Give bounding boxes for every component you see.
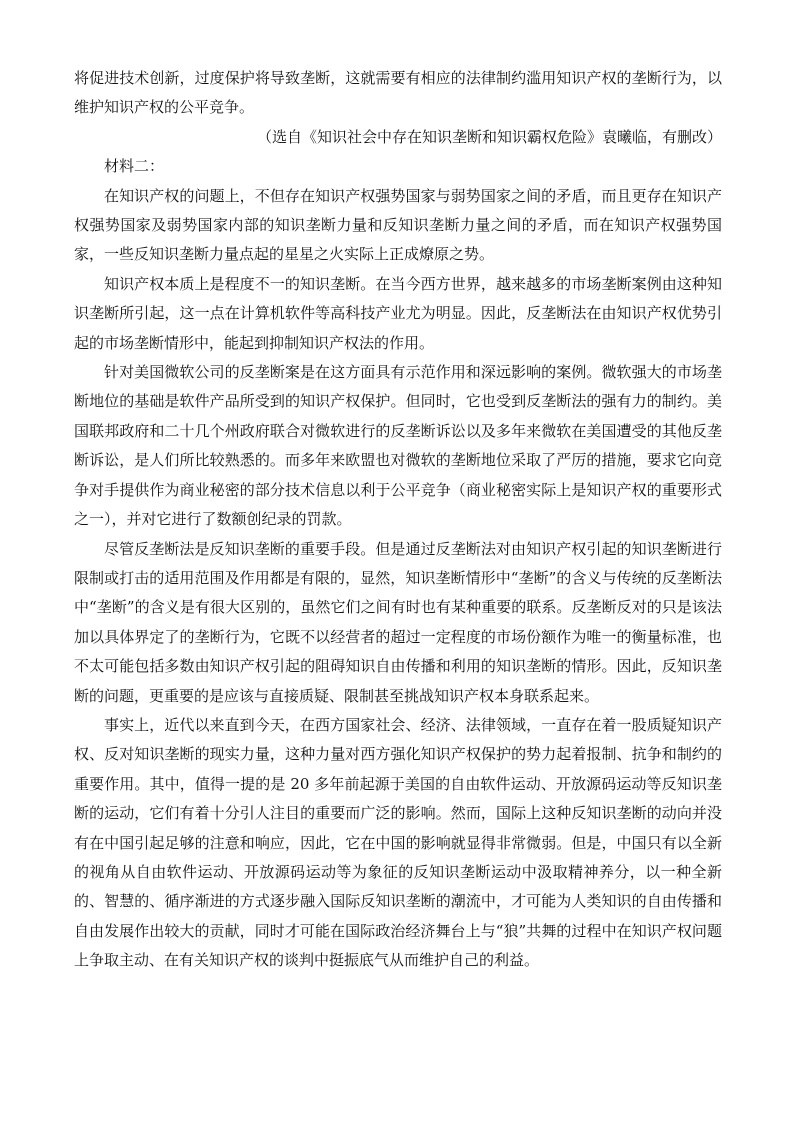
material-label: 材料二： (104, 157, 165, 176)
body-paragraph-4: 尽管反垄断法是反知识垄断的重要手段。但是通过反垄断法对由知识产权引起的知识垄断进行限制或打击的适用范围及作用都是有限的，显然，知识垄断情形中“垄断”的含义与传统的反垄断法中“垄断”的含义是有很大区别的，虽然它们之间有时也有某种重要的联系。反垄断反对的只是该法加以具体界定了的垄断行为，它既不以经营者的超过一定程度的市场份额作为唯一的衡量标准，也不太可能包括多数由知识产权引起的阻碍知识自由传播和利用的知识垄断的情形。因此，反知识垄断的问题，更重要的是应该与直接质疑、限制甚至挑战知识产权本身联系起来。 (74, 539, 722, 705)
opening-paragraph: 将促进技术创新，过度保护将导致垄断，这就需要有相应的法律制约滥用知识产权的垄断行为，以维护知识产权的公平竞争。 (74, 69, 722, 117)
body-paragraph-3: 针对美国微软公司的反垄断案是在这方面具有示范作用和深远影响的案例。微软强大的市场垄断地位的基础是软件产品所受到的知识产权保护。但同时，它也受到反垄断法的强有力的制约。美国联邦政府和二十几个州政府联合对微软进行的反垄断诉讼以及多年来微软在美国遭受的其他反垄断诉讼，是人们所比较熟悉的。而多年来欧盟也对微软的垄断地位采取了严厉的措施，要求它向竞争对手提供作为商业秘密的部分技术信息以利于公平竞争（商业秘密实际上是知识产权的重要形式之一），并对它进行了数额创纪录的罚款。 (74, 363, 722, 529)
body-paragraph-1: 在知识产权的问题上，不但存在知识产权强势国家与弱势国家之间的矛盾，而且更存在知识产权强势国家及弱势国家内部的知识垄断力量和反知识垄断力量之间的矛盾，而在知识产权强势国家，一些反知识垄断力量点起的星星之火实际上正成燎原之势。 (74, 186, 722, 264)
document-page (74, 64, 722, 976)
source-citation: （选自《知识社会中存在知识垄断和知识霸权危险》袁曦临，有删改） (256, 127, 722, 146)
body-paragraph-5: 事实上，近代以来直到今天，在西方国家社会、经济、法律领域，一直存在着一股质疑知识产权、反对知识垄断的现实力量，这种力量对西方强化知识产权保护的势力起着报制、抗争和制约的重要作用。其中，值得一提的是 20 多年前起源于美国的自由软件运动、开放源码运动等反知识垄断的运动，它们有着十分引人注目的重要而广泛的影响。然而，国际上这种反知识垄断的动向并没有在中国引起足够的注意和响应，因此，它在中国的影响就显得非常微弱。但是，中国只有以全新的视角从自由软件运动、开放源码运动等为象征的反知识垄断运动中汲取精神养分，以一种全新的、智慧的、循序渐进的方式逐步融入国际反知识垄断的潮流中，才可能为人类知识的自由传播和自由发展作出较大的贡献，同时才可能在国际政治经济舞台上与“狼”共舞的过程中在知识产权问题上争取主动、在有关知识产权的谈判中挺振底气从而维护自己的利益。 (74, 715, 722, 970)
body-paragraph-2: 知识产权本质上是程度不一的知识垄断。在当今西方世界，越来越多的市场垄断案例由这种知识垄断所引起，这一点在计算机软件等高科技产业尤为明显。因此，反垄断法在由知识产权优势引起的市场垄断情形中，能起到抑制知识产权法的作用。 (74, 274, 722, 352)
